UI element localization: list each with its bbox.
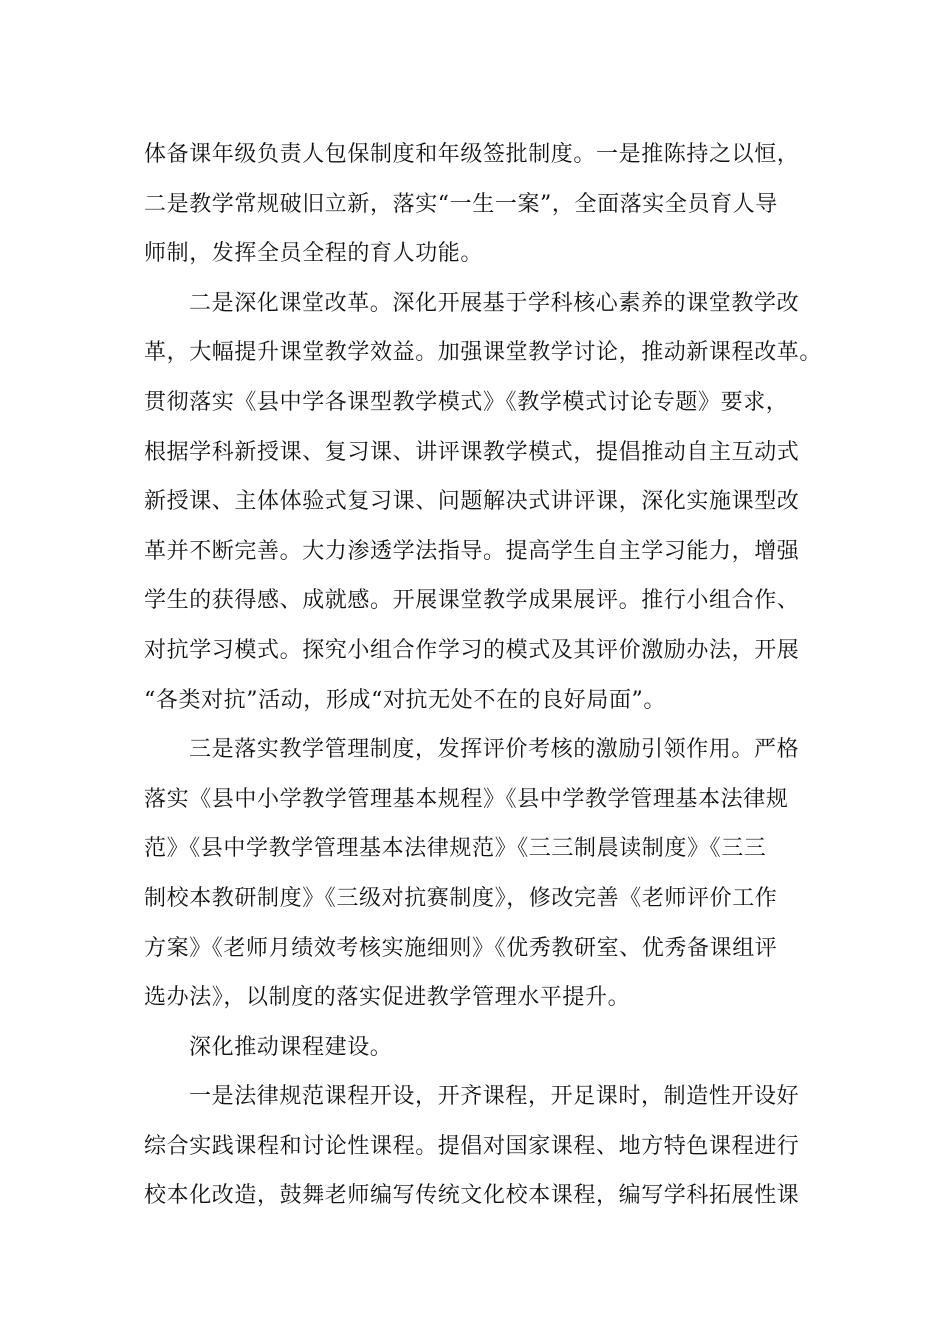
text-line: 对抗学习模式。探究小组合作学习的模式及其评价激励办法，开展 — [144, 637, 800, 663]
text-line: 深化推动课程建设。 — [189, 1034, 393, 1060]
document-body — [144, 130, 823, 1221]
text-line: 二是深化课堂改革。深化开展基于学科核心素养的课堂教学改 — [189, 290, 800, 316]
text-line: 校本化改造，鼓舞老师编写传统文化校本课程，编写学科拓展性课 — [144, 1183, 800, 1209]
text-line: 体备课年级负责人包保制度和年级签批制度。一是推陈持之以恒， — [144, 142, 800, 167]
text-line: 新授课、主体体验式复习课、问题解决式讲评课，深化实施课型改 — [144, 489, 800, 515]
text-line: 制校本教研制度》《三级对抗赛制度》，修改完善《老师评价工作 — [144, 885, 778, 911]
text-line: “各类对抗”活动，形成“对抗无处不在的良好局面”。 — [144, 687, 666, 713]
text-line: 师制，发挥全员全程的育人功能。 — [144, 241, 484, 267]
text-line: 三是落实教学管理制度，发挥评价考核的激励引领作用。严格 — [189, 737, 800, 763]
text-line: 范》《县中学教学管理基本法律规范》《三三制晨读制度》《三三 — [144, 836, 767, 862]
text-line: 落实《县中小学教学管理基本规程》《县中学教学管理基本法律规 — [144, 786, 789, 812]
text-line: 贯彻落实《县中学各课型教学模式》《教学模式讨论专题》要求， — [144, 389, 789, 415]
text-line: 根据学科新授课、复习课、讲评课教学模式，提倡推动自主互动式 — [144, 439, 800, 465]
text-line: 革，大幅提升课堂教学效益。加强课堂教学讨论，推动新课程改革。 — [144, 340, 823, 366]
text-line: 革并不断完善。大力渗透学法指导。提高学生自主学习能力，增强 — [144, 538, 800, 564]
text-line: 一是法律规范课程开设，开齐课程，开足课时，制造性开设好 — [189, 1084, 800, 1110]
text-line: 选办法》，以制度的落实促进教学管理水平提升。 — [144, 985, 631, 1011]
text-line: 学生的获得感、成就感。开展课堂教学成果展评。推行小组合作、 — [144, 588, 800, 614]
text-line: 综合实践课程和讨论性课程。提倡对国家课程、地方特色课程进行 — [144, 1133, 800, 1159]
text-line: 方案》《老师月绩效考核实施细则》《优秀教研室、优秀备课组评 — [144, 935, 778, 961]
text-line: 二是教学常规破旧立新，落实“一生一案”，全面落实全员育人导 — [144, 191, 778, 217]
